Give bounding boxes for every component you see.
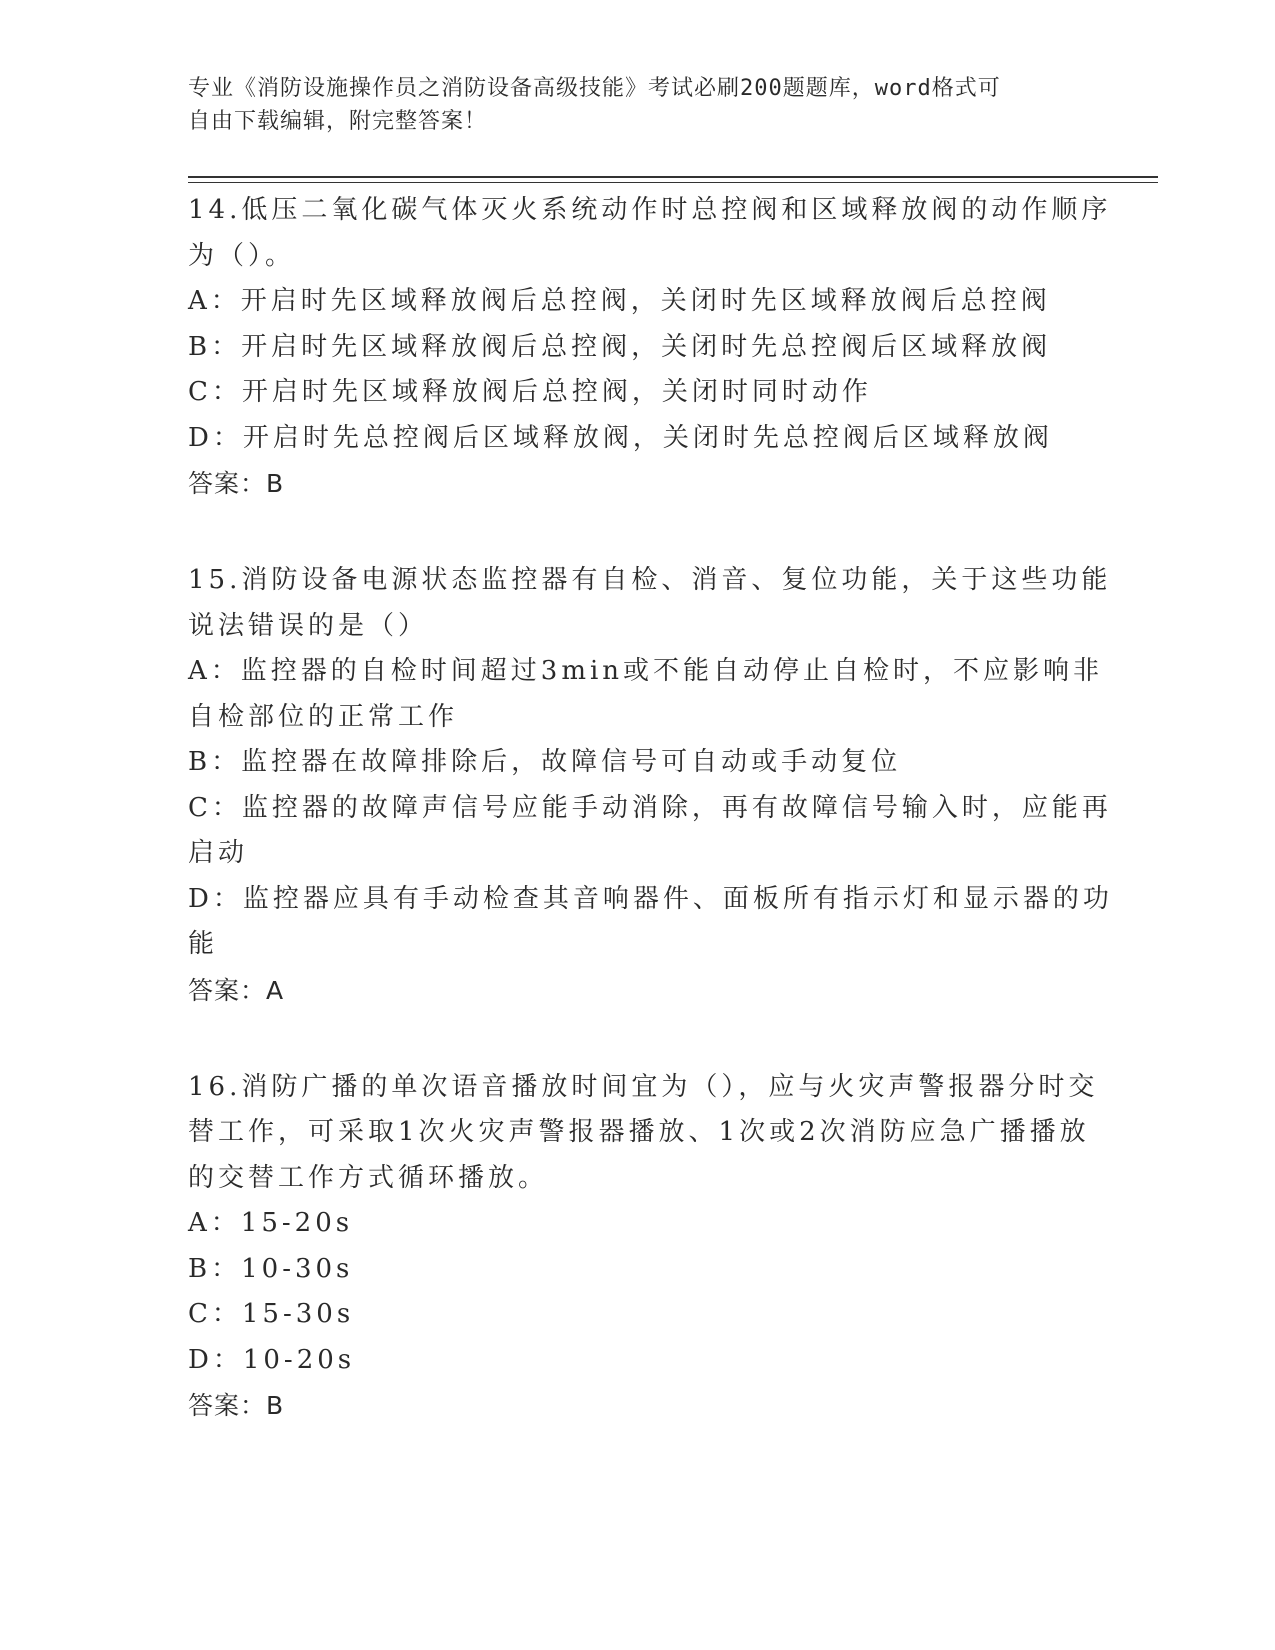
option-d: D：监控器应具有手动检查其音响器件、面板所有指示灯和显示器的功 <box>188 883 1113 914</box>
answer-line: 答案：B <box>188 469 285 498</box>
option-a: A：监控器的自检时间超过3min或不能自动停止自检时，不应影响非 <box>188 656 1104 686</box>
answer-line: 答案：B <box>188 1391 285 1420</box>
question-stem: 的交替工作方式循环播放。 <box>188 1162 549 1193</box>
document-header <box>188 72 1088 138</box>
question-stem: 14.低压二氧化碳气体灭火系统动作时总控阀和区域释放阀的动作顺序 <box>188 195 1112 225</box>
answer-line: 答案：A <box>188 975 285 1005</box>
question-stem: 16.消防广播的单次语音播放时间宜为（），应与火灾声警报器分时交 <box>188 1071 1099 1102</box>
option-c-continued: 启动 <box>188 838 249 868</box>
header-divider <box>188 176 1158 178</box>
header-line: 专业《消防设施操作员之消防设备高级技能》考试必刷200题题库，word格式可 <box>188 76 1001 101</box>
question-item <box>188 1065 1099 1429</box>
question-stem: 替工作，可采取1次火灾声警报器播放、1次或2次消防应急广播播放 <box>188 1117 1090 1147</box>
question-item <box>188 558 1113 1013</box>
option-a: A：开启时先区域释放阀后总控阀，关闭时先区域释放阀后总控阀 <box>188 286 1051 316</box>
question-stem: 为（）。 <box>188 240 296 271</box>
option-d: D：开启时先总控阀后区域释放阀，关闭时先总控阀后区域释放阀 <box>188 422 1053 453</box>
header-line: 自由下载编辑，附完整答案！ <box>188 109 488 134</box>
option-d-continued: 能 <box>188 929 219 959</box>
header-divider-thin <box>188 182 1158 183</box>
option-c: C：开启时先区域释放阀后总控阀，关闭时同时动作 <box>188 377 872 407</box>
question-list <box>188 188 1113 1480</box>
question-stem: 说法错误的是（） <box>188 610 429 641</box>
question-item <box>188 188 1112 506</box>
option-b: B：监控器在故障排除后，故障信号可自动或手动复位 <box>188 747 902 777</box>
option-a-continued: 自检部位的正常工作 <box>188 701 459 732</box>
question-stem: 15.消防设备电源状态监控器有自检、消音、复位功能，关于这些功能 <box>188 565 1112 595</box>
option-c: C：15-30s <box>188 1299 355 1329</box>
option-c: C：监控器的故障声信号应能手动消除，再有故障信号输入时，应能再 <box>188 792 1112 823</box>
option-d: D：10-20s <box>188 1344 356 1375</box>
option-b: B：开启时先区域释放阀后总控阀，关闭时先总控阀后区域释放阀 <box>188 331 1052 362</box>
option-a: A：15-20s <box>188 1208 354 1238</box>
option-b: B：10-30s <box>188 1253 354 1284</box>
